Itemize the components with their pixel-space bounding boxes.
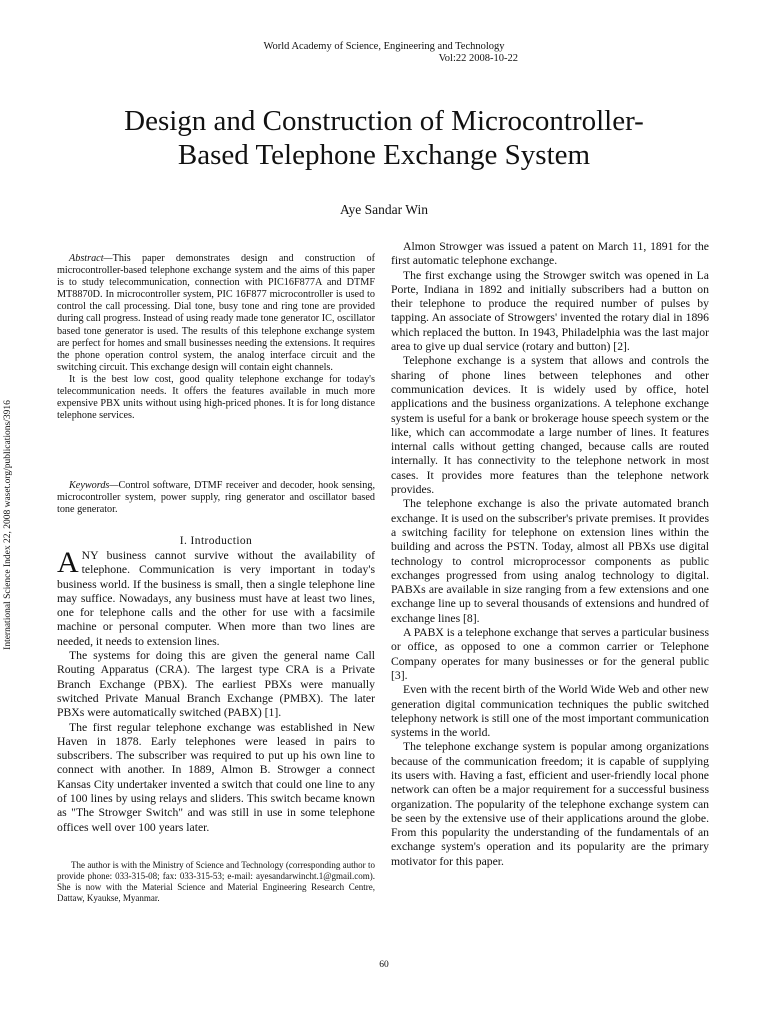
intro-para1: NY business cannot survive without the availability of telephone. Communication is very important in today's business world. If the business is small, then a single telephone line may suffice. Nowadays, any business must have at least two lines, one for telephone calls and the other for use with a facsimile machine or personal computer. When more than two lines are needed, it needs to extension lines. [57,549,375,648]
side-margin-strip [0,392,16,662]
section-title-introduction: I. Introduction [179,535,253,547]
intro-para2: The systems for doing this are given the general name Call Routing Apparatus (CRA). The largest type CRA is a Private Branch Exchange (PBX). The earliest PBXs were manually switched Private Manual Branch Exchange (PMBX). The later PBXs were automatically switched (PABX) [1]. [57,649,375,720]
intro-para3: The first regular telephone exchange was established in New Haven in 1878. Early telephones were leased in pairs to subscribers. The subscriber was required to put up his own line to connect with another. In 1889, Almon B. Strowger a connect Kansas City undertaker invented a switch that could one line to any of 100 lines by using relays and sliders. This switch became known as "The Strowger Switch" and was still in use in some telephone offices well over 100 years later. [57,720,375,834]
footnote-text: The author is with the Ministry of Science and Technology (corresponding author to provide phone: 033-315-08; fax: 033-315-53; e-mail: ayesandarwincht.1@gmail.com). She is now with the Material Science and Material Engineering Research Centre, Dattaw, Kyaukse, Myanmar. [57,860,375,903]
keywords-text: Control software, DTMF receiver and decoder, hook sensing, microcontroller system, power supply, ring generator and oscillator based tone generator. [57,480,375,516]
journal-volume: Vol:22 2008-10-22 [438,53,518,64]
drop-cap: A [57,546,79,579]
abstract [57,253,375,422]
keywords-label: Keywords— [69,480,119,491]
author-name: Aye Sandar Win [340,202,428,217]
right-para7: The telephone exchange system is popular among organizations because of the communication freedom; it is capable of supplying its users with. Having a fast, efficient and user-friendly local phone network can often be a major requirement for a successful business organization. The popularity of the telephone exchange system can be seen by the extensive use of their applications around the globe. From this popularity the understanding of the fundamentals of an exchange system's operation and its popularity are the primary motivator for this paper. [391,740,709,868]
right-para5: A PABX is a telephone exchange that serves a particular business or office, as opposed to one a common carrier or Telephone Company operates for many businesses or for the general public [3]. [391,626,709,682]
journal-header [200,41,568,65]
paper-title-line2: Based Telephone Exchange System [177,139,591,171]
right-para3: Telephone exchange is a system that allows and controls the sharing of phone lines between telephones and other communication devices. It is widely used by office, hotel applications and the business organizations. A telephone exchange system is useful for a bank or brokerage house speech system or the like, which can accommodate a large number of lines. It features internal calls without getting changed, because calls are routed internally. It has connectivity to the telephone network in most cases. It provides more features than the telephone network provides. [391,354,709,497]
introduction-body [57,546,375,835]
author-footnote [57,860,375,904]
right-para2: The first exchange using the Strowger switch was opened in La Porte, Indiana in 1892 and initially subscribers had a button on their telephone to produce the required number of pulses by tapping. An associate of Strowgers' invented the rotary dial in 1896 which replaced the button. In 1943, Philadelphia was the last major area to give up dual service (rotary and button) [2]. [391,268,709,354]
right-para6: Even with the recent birth of the World Wide Web and other new generation digital communication techniques the public switched telephony network is still one of the most important communication systems in the world. [391,683,709,740]
right-para4: The telephone exchange is also the private automated branch exchange. It is used on the subscriber's private premises. It provides a switching facility for telephone on extension lines within the building and across the PSTN. Today, almost all PBXs use digital technology to control microprocessor components as public exchanges progressed from using analog technology to digital. PABXs are available in size ranging from a few extensions and one exchange line up to several thousands of extensions and hundred of exchange lines [8]. [391,497,709,625]
side-index-text: International Science Index 22, 2008 waset.org/publications/3916 [3,400,13,650]
paper-title-line1: Design and Construction of Microcontroller- [124,105,644,137]
right-column [391,240,709,869]
journal-name: World Academy of Science, Engineering and Technology [263,41,505,52]
abstract-label: Abstract— [69,253,113,264]
abstract-text: This paper demonstrates design and construction of microcontroller-based telephone exchange system and the aims of this paper is to study telecommunication, connection with PIC16F877A and DTMF MT8870D. In microcontroller system, PIC 16F877 microcontroller is used to control the call processing. Dial tone, busy tone and ring tone are provided during call progress. Instead of using ready made tone generator IC, oscillator based tone generator is used. The results of this telephone exchange system are perfect for homes and small businesses needing the extensions. It requires the phone operation control system, the analog interface circuit and the switching circuit. This exchange design will contain eight channels. [57,253,375,373]
right-para1: Almon Strowger was issued a patent on March 11, 1891 for the first automatic telephone exchange. [391,240,709,268]
page-number: 60 [379,960,389,970]
keywords [57,480,375,516]
abstract-para2: It is the best low cost, good quality telephone exchange for today's telecommunication needs. It offers the features available in much more expensive PBX units without using high-priced phones. It is for long distance telephone services. [57,373,375,422]
paper-title [60,104,708,172]
